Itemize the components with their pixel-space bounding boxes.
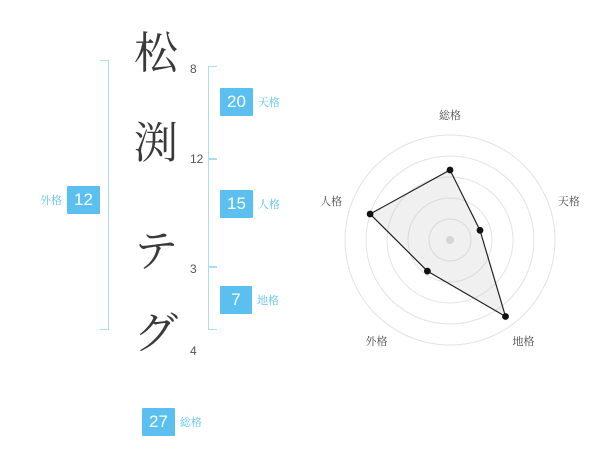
score-tenkaku [220,88,280,116]
radar-axis-label: 人格 [320,196,343,209]
score-outer-value: 12 [67,186,100,214]
radar-axis-label: 外格 [365,336,388,349]
stroke-count-3: 3 [190,262,197,276]
outer-bracket [100,60,109,330]
score-tenkaku-value: 20 [220,88,253,116]
score-chikaku [220,286,279,314]
bracket-jinkaku [208,158,217,268]
stroke-count-2: 12 [190,152,204,166]
score-jinkaku [220,190,280,218]
name-char-1: 松 [134,29,178,78]
radar-axis-label: 地格 [512,336,535,349]
bracket-tenkaku [208,66,217,160]
score-outer-label: 外格 [40,195,62,207]
radar-axis-label: 天格 [557,196,580,209]
radar-axis-label: 総格 [439,110,461,122]
score-total [142,408,202,436]
name-char-3: テ [134,227,178,276]
score-jinkaku-value: 15 [220,190,253,218]
score-total-label: 総格 [179,417,202,429]
score-chikaku-label: 地格 [257,295,279,307]
bracket-chikaku [208,266,217,330]
score-total-value: 27 [142,408,175,436]
score-tenkaku-label: 天格 [257,97,280,109]
radar-chart-svg [320,110,580,370]
stroke-count-4: 4 [190,344,197,358]
name-char-2: 渕 [134,119,178,168]
radar-chart [320,110,580,375]
score-jinkaku-label: 人格 [257,199,280,211]
stroke-count-1: 8 [190,62,197,76]
name-char-4: グ [134,309,178,358]
score-chikaku-value: 7 [220,286,252,314]
score-outer [40,186,100,214]
